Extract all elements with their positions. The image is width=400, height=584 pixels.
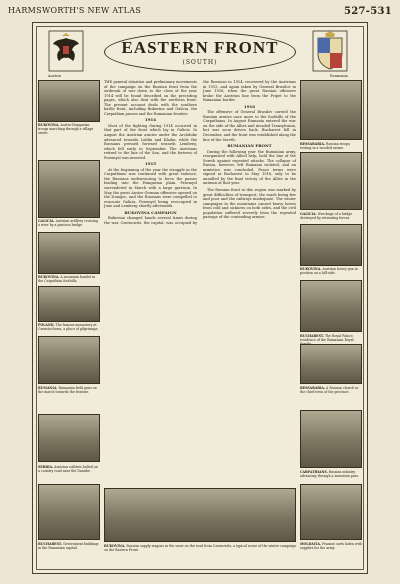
caption-right-5: BESSARABIA. A Russian church in the chief town of the province. xyxy=(300,386,359,394)
photo-left-3 xyxy=(38,232,100,274)
title-cartouche xyxy=(104,32,296,72)
caption-right-2: GALICIA. Wreckage of a bridge destroyed by retreating forces. xyxy=(300,212,353,220)
article-paragraph: Most of the fighting during 1914 occurred in that part of the front which lay in Galicia. In August the Austrian armies under the Archduke advanced towards Lublin and Kholm, while the Russians pressed forward towards Lemberg, which fell early in September. The Austrians retired to the line of the San, and the fortress of Przemysl was invested. xyxy=(104,123,197,160)
section-heading-bukovina: BUKOVINA CAMPAIGN xyxy=(124,209,177,215)
caption-left-1: BUKOVINA. Austro-Hungarian troops marching through a village street. xyxy=(38,123,94,135)
caption-bottom-center: BUKOVINA. Russian supply wagons in the snow on the road from Czernowitz, a typical scene of the winter campaign on the Eastern Front. xyxy=(104,544,296,552)
photo-right-1 xyxy=(300,80,362,140)
caption-left-6: SERBIA. Austrian soldiers halted on a country road near the Danube. xyxy=(38,465,98,473)
shield-crest-icon xyxy=(312,30,348,72)
caption-right-4: BUCHAREST. The Royal Palace, residence of the Rumanian Royal xyxy=(300,334,354,342)
page-header xyxy=(8,6,392,18)
photo-right-5 xyxy=(300,344,362,384)
photo-left-2 xyxy=(38,160,100,218)
caption-right-3: BUKOVINA. Austrian heavy gun in position on a hill-side. xyxy=(300,267,358,275)
article-lead: THE general situation and preliminary movements of the campaign on the Russian front from the outbreak of war down to the close of the year 1914 will be found described on the preceding pages, which also deal with the northern front. The present account deals with the southern battle front, including Bukovina and Galicia, the Carpathian passes and the Rumanian frontier. xyxy=(104,80,197,116)
caption-left-5: RUMANIA. Rumanian field guns on the march towards the frontier. xyxy=(38,386,97,394)
photo-left-7 xyxy=(38,484,100,540)
photo-left-4 xyxy=(38,286,100,322)
caption-left-7: BUCHAREST. Government buildings in the Rumanian capital. xyxy=(38,542,99,550)
article-paragraph: During the following year the Rumanian army, reorganised with Allied help, held the line of the Sereth against repeated attacks. The collapse of Russia, however, left Rumania isolated, and an armistice was concluded. Peace terms were signed at Bucharest in May 1918, only to be annulled by the final victory of the Allies in the autumn of that year. xyxy=(203,149,296,186)
caption-left-3: BUKOVINA. A mountain hamlet in the Carpathian foothills. xyxy=(38,275,96,283)
photo-right-6 xyxy=(300,410,362,468)
article-paragraph: Bukovina changed hands several times during the war. Czernowitz, the capital, was occupied by the Russians in 1914, recovered by the Austrians in 1915, and again taken by General Brusilov in June 1916, when the great Russian offensive broke the Austrian line from the Pripet to the Rumanian border. xyxy=(104,80,296,225)
photo-bottom-center xyxy=(104,488,296,542)
caption-right-1: BESSARABIA. Russian troops resting in a wooded ravine. xyxy=(300,142,351,150)
caption-left-4: POLAND. The famous monastery at Czenstochowa, a place of pilgrimage. xyxy=(38,323,99,331)
section-heading-1914: 1914 xyxy=(144,117,157,123)
photo-left-6 xyxy=(38,414,100,462)
photo-right-2 xyxy=(300,152,362,210)
section-heading-1915: 1915 xyxy=(144,161,157,167)
photo-right-7 xyxy=(300,484,362,540)
page-subtitle: (SOUTH) xyxy=(182,59,218,66)
section-heading-rumanian: RUMANIAN FRONT xyxy=(227,143,272,149)
caption-right-7: MOLDAVIA. Peasant carts laden with supplies for the army. xyxy=(300,542,362,550)
page-title: EASTERN FRONT xyxy=(121,38,279,57)
photo-right-3 xyxy=(300,224,362,266)
article-paragraph: The offensive of General Brusilov carried the Russian armies once more to the foothills of the Carpathians. In August Rumania entered the war on the side of the Allies and invaded Transylvania, but was soon driven back. Bucharest fell in December, and the front was established along the line of the Sereth. xyxy=(203,110,296,142)
crest-caption-right: Roumania xyxy=(330,74,348,78)
crest-caption-left: Austria xyxy=(48,74,61,78)
photo-left-5 xyxy=(38,336,100,384)
article-body xyxy=(104,80,296,482)
caption-right-6: CARPATHIANS. Russian infantry advancing through a mountain pass. xyxy=(300,470,359,478)
article-paragraph: At the beginning of the year the struggle in the Carpathians was continued with great violence, the Russians endeavouring to force the passes leading into the Hungarian plain. Przemysl surrendered in March with a large garrison. In May the great Austro-German offensive opened on the Dunajec, and the Russians were compelled to evacuate Galicia, Przemysl being reoccupied in June and Lemberg shortly afterwards. xyxy=(104,167,197,209)
caption-left-2: GALICIA. Austrian artillery crossing a river by a pontoon bridge. xyxy=(38,219,98,227)
article-paragraph: The Russian front in this region was marked by great difficulties of transport, the roads being few and poor and the railways inadequate. The winter campaigns in the mountains caused heavy losses from cold and sickness on both sides, and the civil population suffered severely from the repeated passage of the contending armies. xyxy=(203,188,296,220)
section-heading-1916: 1916 xyxy=(243,103,256,109)
eagle-crest-icon xyxy=(48,30,84,72)
page-numbers: 527-531 xyxy=(344,6,392,17)
photo-left-1 xyxy=(38,80,100,122)
atlas-name: HARMSWORTH'S NEW ATLAS xyxy=(8,6,142,15)
photo-right-4 xyxy=(300,280,362,332)
